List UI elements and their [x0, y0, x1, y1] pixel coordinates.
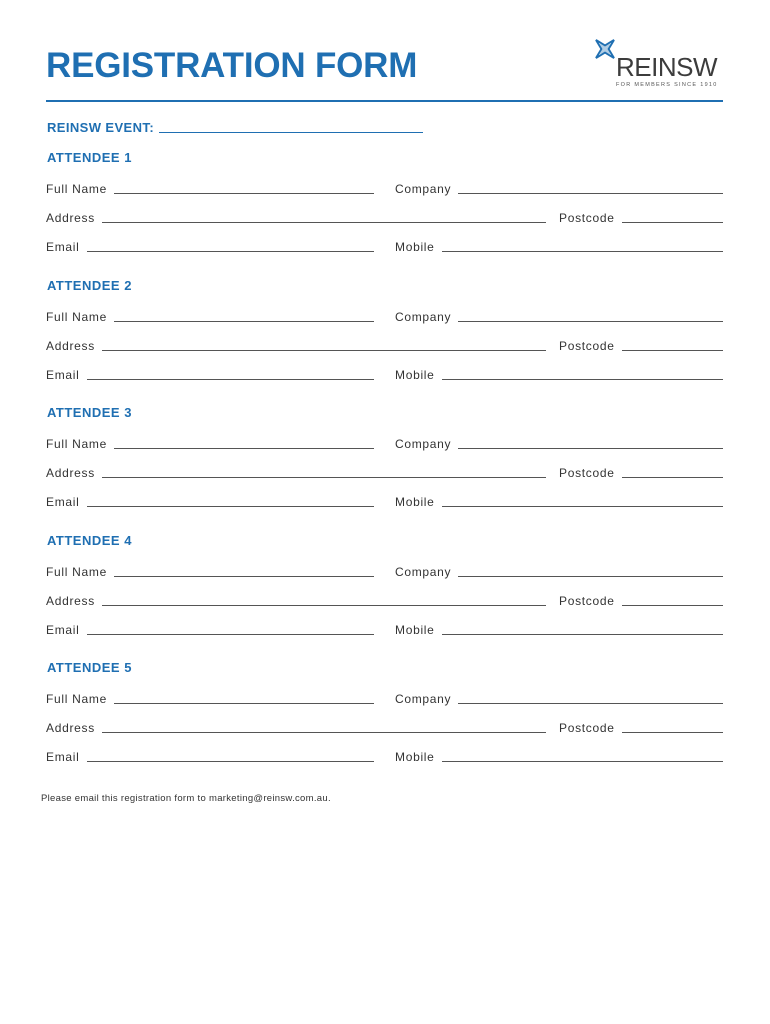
email-field[interactable]: [46, 366, 374, 382]
company-field[interactable]: [395, 308, 723, 324]
address-input[interactable]: [102, 732, 546, 733]
postcode-label: Postcode: [559, 466, 615, 480]
company-field[interactable]: [395, 563, 723, 579]
company-field[interactable]: [395, 690, 723, 706]
full-name-input[interactable]: [114, 576, 374, 577]
postcode-input[interactable]: [622, 732, 723, 733]
logo-wordmark: REINSW: [616, 52, 717, 82]
full-name-input[interactable]: [114, 448, 374, 449]
postcode-label: Postcode: [559, 339, 615, 353]
postcode-input[interactable]: [622, 477, 723, 478]
address-input[interactable]: [102, 350, 546, 351]
full-name-input[interactable]: [114, 703, 374, 704]
full-name-field[interactable]: [46, 180, 374, 196]
email-field[interactable]: [46, 748, 374, 764]
company-field[interactable]: [395, 435, 723, 451]
email-input[interactable]: [87, 506, 374, 507]
full-name-label: Full Name: [46, 692, 107, 706]
email-field[interactable]: [46, 621, 374, 637]
address-label: Address: [46, 466, 95, 480]
email-input[interactable]: [87, 379, 374, 380]
full-name-field[interactable]: [46, 435, 374, 451]
company-input[interactable]: [458, 703, 723, 704]
company-input[interactable]: [458, 448, 723, 449]
email-input[interactable]: [87, 761, 374, 762]
mobile-field[interactable]: [395, 238, 723, 254]
mobile-input[interactable]: [442, 251, 723, 252]
full-name-label: Full Name: [46, 437, 107, 451]
address-label: Address: [46, 721, 95, 735]
event-row: [47, 118, 423, 136]
postcode-field[interactable]: [559, 592, 723, 608]
email-label: Email: [46, 240, 80, 254]
postcode-label: Postcode: [559, 211, 615, 225]
postcode-field[interactable]: [559, 337, 723, 353]
page-title: REGISTRATION FORM: [46, 46, 418, 85]
full-name-input[interactable]: [114, 321, 374, 322]
attendee-title: ATTENDEE 3: [47, 405, 132, 420]
company-input[interactable]: [458, 576, 723, 577]
company-input[interactable]: [458, 193, 723, 194]
email-label: Email: [46, 750, 80, 764]
email-input[interactable]: [87, 251, 374, 252]
address-field[interactable]: [46, 209, 546, 225]
postcode-input[interactable]: [622, 350, 723, 351]
header-divider: [46, 100, 723, 102]
company-label: Company: [395, 565, 452, 579]
address-label: Address: [46, 339, 95, 353]
company-input[interactable]: [458, 321, 723, 322]
mobile-input[interactable]: [442, 379, 723, 380]
address-input[interactable]: [102, 222, 546, 223]
address-input[interactable]: [102, 477, 546, 478]
postcode-label: Postcode: [559, 594, 615, 608]
attendee-section-3: [46, 405, 723, 525]
postcode-field[interactable]: [559, 209, 723, 225]
footer-note: Please email this registration form to marketing@reinsw.com.au.: [41, 793, 331, 804]
address-field[interactable]: [46, 337, 546, 353]
email-field[interactable]: [46, 493, 374, 509]
mobile-label: Mobile: [395, 368, 435, 382]
mobile-field[interactable]: [395, 493, 723, 509]
attendee-section-1: [46, 150, 723, 270]
full-name-label: Full Name: [46, 310, 107, 324]
company-field[interactable]: [395, 180, 723, 196]
email-input[interactable]: [87, 634, 374, 635]
mobile-input[interactable]: [442, 506, 723, 507]
company-label: Company: [395, 437, 452, 451]
company-label: Company: [395, 310, 452, 324]
mobile-field[interactable]: [395, 621, 723, 637]
full-name-input[interactable]: [114, 193, 374, 194]
postcode-label: Postcode: [559, 721, 615, 735]
attendee-section-4: [46, 533, 723, 653]
mobile-label: Mobile: [395, 240, 435, 254]
attendee-title: ATTENDEE 1: [47, 150, 132, 165]
mobile-label: Mobile: [395, 495, 435, 509]
postcode-field[interactable]: [559, 719, 723, 735]
event-label: REINSW EVENT:: [47, 120, 155, 135]
attendee-title: ATTENDEE 2: [47, 278, 132, 293]
email-label: Email: [46, 495, 80, 509]
address-input[interactable]: [102, 605, 546, 606]
company-label: Company: [395, 182, 452, 196]
mobile-field[interactable]: [395, 366, 723, 382]
address-field[interactable]: [46, 592, 546, 608]
address-label: Address: [46, 211, 95, 225]
full-name-label: Full Name: [46, 182, 107, 196]
full-name-field[interactable]: [46, 690, 374, 706]
full-name-field[interactable]: [46, 308, 374, 324]
address-field[interactable]: [46, 464, 546, 480]
postcode-input[interactable]: [622, 605, 723, 606]
attendee-title: ATTENDEE 5: [47, 660, 132, 675]
full-name-field[interactable]: [46, 563, 374, 579]
mobile-input[interactable]: [442, 761, 723, 762]
attendee-title: ATTENDEE 4: [47, 533, 132, 548]
mobile-label: Mobile: [395, 750, 435, 764]
mobile-field[interactable]: [395, 748, 723, 764]
address-label: Address: [46, 594, 95, 608]
logo-tagline: FOR MEMBERS SINCE 1910: [616, 82, 718, 88]
attendee-section-2: [46, 278, 723, 398]
mobile-label: Mobile: [395, 623, 435, 637]
event-input[interactable]: [159, 131, 423, 133]
reinsw-logo: [586, 32, 726, 92]
attendee-section-5: [46, 660, 723, 780]
full-name-label: Full Name: [46, 565, 107, 579]
email-field[interactable]: [46, 238, 374, 254]
company-label: Company: [395, 692, 452, 706]
mobile-input[interactable]: [442, 634, 723, 635]
postcode-field[interactable]: [559, 464, 723, 480]
email-label: Email: [46, 623, 80, 637]
address-field[interactable]: [46, 719, 546, 735]
email-label: Email: [46, 368, 80, 382]
postcode-input[interactable]: [622, 222, 723, 223]
